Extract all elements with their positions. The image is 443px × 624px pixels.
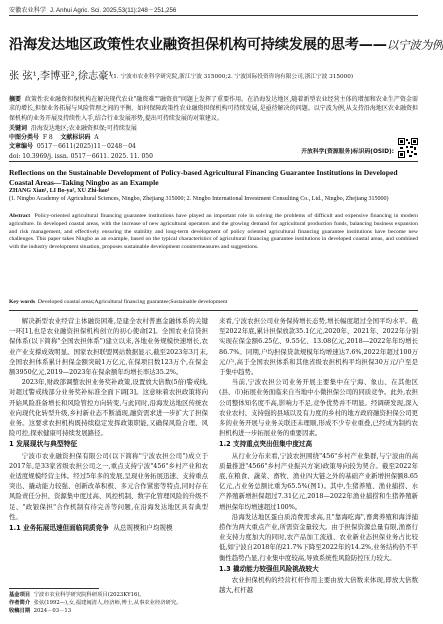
article-number-label: 文章编号 <box>9 143 34 151</box>
fund-label: 基金项目 <box>9 592 31 598</box>
footnote-date <box>9 607 208 615</box>
clc-label: 中图分类号 <box>9 134 40 142</box>
english-keywords-text: Developed coastal areas;Agricultural financing guarantee;Sustainable development <box>37 299 228 305</box>
doi-line: doi: 10.3969/j. issn. 0517－6611. 2025. 11. 050 <box>9 152 153 160</box>
osid-block <box>256 138 418 158</box>
abstract-cn-text: 政策性农业融资担保机构在解决现代农业"融资难""融资贵"问题上发挥了重要作用。在沿海发达地区,随着新型农业经营主体的增加和农业生产资金需求的增长,担保业务拓展与风险管理之间的平衡、如何保障政策性农业融资担保机构可持续发展,是亟待解决的问题。以宁波为例,从支持沿海地区农业融资担保机构的业务开展及持续性入手,结合行业发展形势,提出可持续发展的对策建议。 <box>9 96 418 122</box>
title-main: 沿海发达地区政策性农业融资担保机构可持续发展的思考 <box>9 37 359 53</box>
authors-cn: 张 弦¹,李博亚²,徐志豪¹ <box>9 71 113 82</box>
body-column-right <box>219 316 418 595</box>
article-number-value: 0517－6611(2025)11－0248－04 <box>36 143 136 151</box>
date-label: 收稿日期 <box>9 608 31 615</box>
affiliation-cn: (1. 宁波市农业科学研究院,浙江宁波 315000;2. 宁波国际投资咨询有限公司,浙江宁波 315000) <box>111 74 354 80</box>
abstract-cn <box>9 95 418 123</box>
date-text: 2024－03－13 <box>33 608 72 615</box>
body-paragraph: 解决新型农业经营主体融资困难,是建全农村普惠金融体系的关键一环[1],也是农业融资担保机构创立的初心使命[2]。全国农业信贷担保体系(以下简称"全国农担体系")建立以来,各地业务规模快速增长,农业产业支撑成效明显。国家农担联盟网站数据显示,截至2023年3月末,全国农担体系累计担保金额突破1万亿元,在保项目数123万个,在保金额3950亿元,2019—2023年在保余额年均增长率达35.2%。 <box>9 317 208 377</box>
body-paragraph: 从总规模和户均规模 <box>113 524 173 533</box>
english-authors-block <box>9 188 418 204</box>
body-rule <box>9 310 418 311</box>
running-head <box>9 5 418 14</box>
body-paragraph: 沿海发达地区蛋白质消费需求高,且"靠海吃海",畜禽养殖和海洋捕捞作为两大重点产业,所需资金量较大。由于担保资源总量有限,渔畜行业支持力度加大的同时,农产品加工流通、农业新业态担保业务占比较低,如宁波自2018年的21.7%下降至2022年的14.2%,业务结构仍不平衡性趋势凸显,行业集中度较高,导致系统性风险防控压力较大。 <box>219 512 418 562</box>
fund-text: 宁波市农业科学研究院科研项目(2023KY16)。 <box>33 592 145 598</box>
english-authors: ZHANG Xian¹, LI Bo-ya², XU Zhi-hao¹ <box>9 188 110 194</box>
body-paragraph: 从行业分布来看,宁波农担围绕"456"乡村产业集群,与宁波由的高质量推进"4566"乡村产业振兴方案)政策导向较为契合。截至2022年底,在粮食、蔬菜、畜牧、渔业四大链之外的基础产业新增担保额8.65亿元,占业务总额比重为65.5%(图1)。其中,生猪养殖、渔业捕捞、水产养殖新增担保超过7.31亿元,2018—2022年渔业捕捞和生猪养殖新增担保年均增速超过100%。 <box>219 451 418 511</box>
article-title <box>9 34 443 54</box>
english-keywords <box>9 299 418 305</box>
header-rule <box>9 15 418 16</box>
journal-citation: J. Anhui Agric. Sci. 2025,53(11):248－251,256 <box>49 7 177 14</box>
body-paragraph: 来看,宁波农担公司业务保持增长态势,增长幅度超过全国平均水平。截至2022年底,累计担保放款35.1亿元,2020年、2021年、2022年分别实现在保金额6.25亿、9.55亿、13.08亿元,2018—2022年年均增长86.7%。同期,户均担保贷款规模年均增速达7.6%,2022年超过100万元/户,高于全国农担体系和其他省级农担机构平均担保30万元/户至是于集中趋势。 <box>219 317 418 377</box>
english-title: Reflections on the Sustainable Development of Policy-based Agricultural Financing Guarantee Institutions in Developed Coastal Areas—Taking Ningbo as an Example <box>9 168 398 187</box>
title-dash: —— <box>358 37 387 53</box>
bio-label: 作者简介 <box>9 600 31 607</box>
body-paragraph: 当前,宁波农担公司业务开展主要集中在宁海、象山、在其他区(县、市)拓展业务面临来自当地中小微担保公司的同质竞争。此外,农担公司整体知名度不高,影响力不足,竞争优势并不明显。经调研发现,深入农业农村、支持强的县域以及有力度的乡村的地方政府融资担保公司更多的业务开展与业务关联还未理顺,形成不少专业重叠,已经成为制约农担机构进一步拓展业务的重要因素。 <box>219 378 418 438</box>
keywords-cn-text: 沿海发达地区;农业融资担保;可持续发展 <box>30 125 137 132</box>
abstract-rule <box>9 161 418 162</box>
english-abstract-text: Policy-oriented agricultural financing guarantee institutions have played an important role in solving the problems of difficult and expensive financing in modern agriculture. In developed coastal areas, with the increase of new agricultural operators and the growing demand for agricultural production funds, balancing business expansion and risk management, and effectively ensuring the stability and long-term development of policy oriented agricultural financing guarantee institutions have become new challenges. This paper takes Ningbo as an example, based on the typical characteristics of agricultural financing guarantee institutions in developed coastal areas, and combined with the industry development situation, proposes sustainable development countermeasures and suggestions. <box>9 213 418 251</box>
title-subtitle: 以宁波为例 <box>386 38 443 52</box>
section-heading: 1 发展现状与典型特征 <box>9 440 78 449</box>
keywords-cn <box>9 124 418 133</box>
footnote-fund <box>9 591 208 599</box>
abstract-cn-label: 摘要 <box>9 96 22 103</box>
footnote-bio <box>9 599 208 607</box>
body-paragraph: 宁波市农业融资担保有限公司(以下简称"宁波农担公司")成立于2017年,是33家省级农担公司之一,重点支持宁波"456"乡村产业和农业适度规模经营主体。经过5年多的发展,呈现业务拓展迅速、支持重点突出、撬动能力较强、创新改革积极、多元合作紧密等特点,同时存在风险责任分担、资源集中度过高、风控机制、数字化管理风险的升级不足、"政银保担"合作机制有待完善等问题,在沿海发达地区具有典型性。 <box>9 451 208 521</box>
clc-value: F 8 <box>42 134 53 142</box>
subsection-heading: 1.2 支持重点突出但集中度过高 <box>219 440 313 449</box>
english-abstract <box>9 213 418 252</box>
osid-label: 开放科学(资源服务)标识码(OSID): <box>301 149 394 155</box>
footnote-block <box>9 591 208 616</box>
english-keywords-label: Key words <box>9 299 36 305</box>
body-paragraph: 2023年,财政部调整农担业务奖补政策,设置放大倍数(5倍)警戒线,对超过警戒线部分业务奖补标准全面下调[3]。这意味着农担政策将向开始风险准备增长和风险管控方向转变,与此同时,沿海发达地区传统农业向现代化转型升级,乡村新业态不断涌现,融资需求进一步扩大了担保业务。这要求农担机构既持续稳定发挥政策职能,又确保风险合理、风险可控,探索健康可持续发展路径。 <box>9 378 208 438</box>
qr-code-icon[interactable] <box>398 138 418 158</box>
subsection-heading-text: 1.1 业务拓展迅速但面临同质竞争 <box>9 524 109 533</box>
doc-code-value: A <box>94 134 99 142</box>
subsection-heading <box>9 523 208 533</box>
keywords-cn-label: 关键词 <box>9 125 28 132</box>
doc-code-label: 文献标识码 <box>60 134 91 142</box>
english-affiliations: (1. Ningbo Academy of Agricultural Sciences, Ningbo, Zhejiang 315000; 2. Ningbo International Investment Consulting Co., Ltd., Ningbo, Zhejiang 315000) <box>9 195 389 202</box>
bio-text: 张弦(1992—),女,福建闽清人,经济师,博士,从事农业经济研究。 <box>33 600 182 607</box>
subsection-heading: 1.3 撬动能力较强但风险挑战较大 <box>219 564 319 573</box>
body-column-left <box>9 316 208 534</box>
footnote-rule <box>9 588 99 589</box>
body-paragraph: 农业担保机构的经营杠杆作用主要由放大倍数来体现,即放大倍数越大,杠杆越 <box>219 576 418 595</box>
english-abstract-label: Abstract <box>9 213 31 219</box>
journal-name: 安徽农业科学 <box>9 7 47 14</box>
